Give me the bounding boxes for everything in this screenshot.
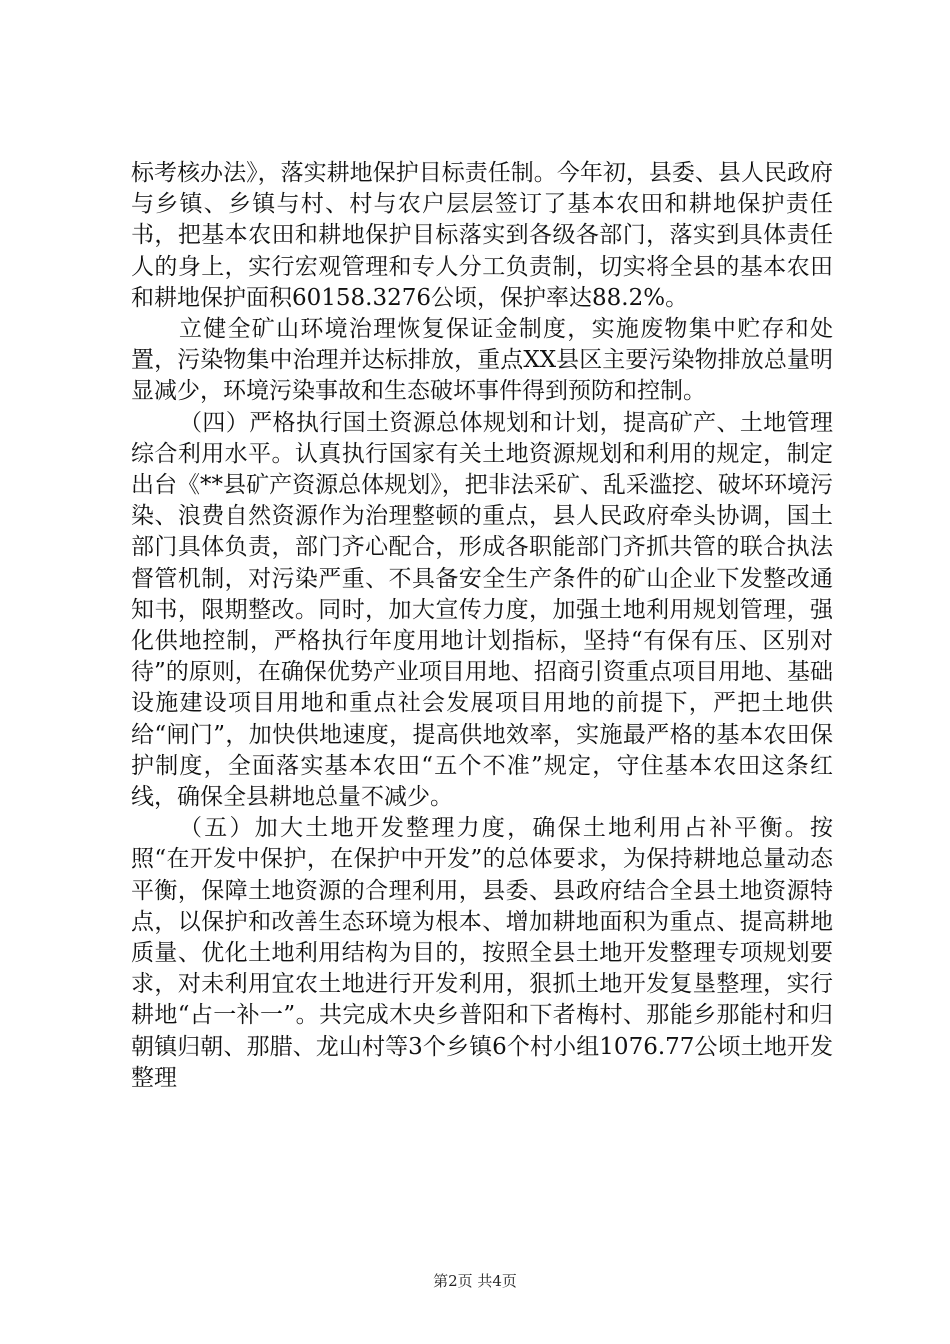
page-footer: 第2页 共4页	[433, 1272, 517, 1290]
paragraph-4: （五）加大土地开发整理力度，确保土地利用占补平衡。按照“在开发中保护，在保护中开发”的总体要求，为保持耕地总量动态平衡，保障土地资源的合理利用，县委、县政府结合全县土地资源特点，以保护和改善生态环境为根本、增加耕地面积为重点、提高耕地质量、优化土地利用结构为目的，按照全县土地开发整理专项规划要求，对未利用宜农土地进行开发利用，狠抓土地开发复垦整理，实行耕地“占一补一”。共完成木央乡普阳和下者梅村、那能乡那能村和归朝镇归朝、那腊、龙山村等3个乡镇6个村小组1076.77公顷土地开发整理	[131, 815, 833, 1091]
paragraph-2: 立健全矿山环境治理恢复保证金制度，实施废物集中贮存和处置，污染物集中治理并达标排放，重点XX县区主要污染物排放总量明显减少，环境污染事故和生态破坏事件得到预防和控制。	[131, 316, 833, 405]
document-body	[131, 158, 833, 1094]
paragraph-3: （四）严格执行国土资源总体规划和计划，提高矿产、土地管理综合利用水平。认真执行国家有关土地资源规划和利用的规定，制定出台《**县矿产资源总体规划》，把非法采矿、乱采滥挖、破坏环境污染、浪费自然资源作为治理整顿的重点，县人民政府牵头协调，国土部门具体负责，部门齐心配合，形成各职能部门齐抓共管的联合执法督管机制，对污染严重、不具备安全生产条件的矿山企业下发整改通知书，限期整改。同时，加大宣传力度，加强土地利用规划管理，强化供地控制，严格执行年度用地计划指标，坚持“有保有压、区别对待”的原则，在确保优势产业项目用地、招商引资重点项目用地、基础设施建设项目用地和重点社会发展项目用地的前提下，严把土地供给“闸门”，加快供地速度，提高供地效率，实施最严格的基本农田保护制度，全面落实基本农田“五个不准”规定，守住基本农田这条红线，确保全县耕地总量不减少。	[131, 409, 833, 811]
paragraph-1: 标考核办法》，落实耕地保护目标责任制。今年初，县委、县人民政府与乡镇、乡镇与村、村与农户层层签订了基本农田和耕地保护责任书，把基本农田和耕地保护目标落实到各级各部门，落实到具体责任人的身上，实行宏观管理和专人分工负责制，切实将全县的基本农田和耕地保护面积60158.3276公顷，保护率达88.2%。	[131, 160, 833, 311]
